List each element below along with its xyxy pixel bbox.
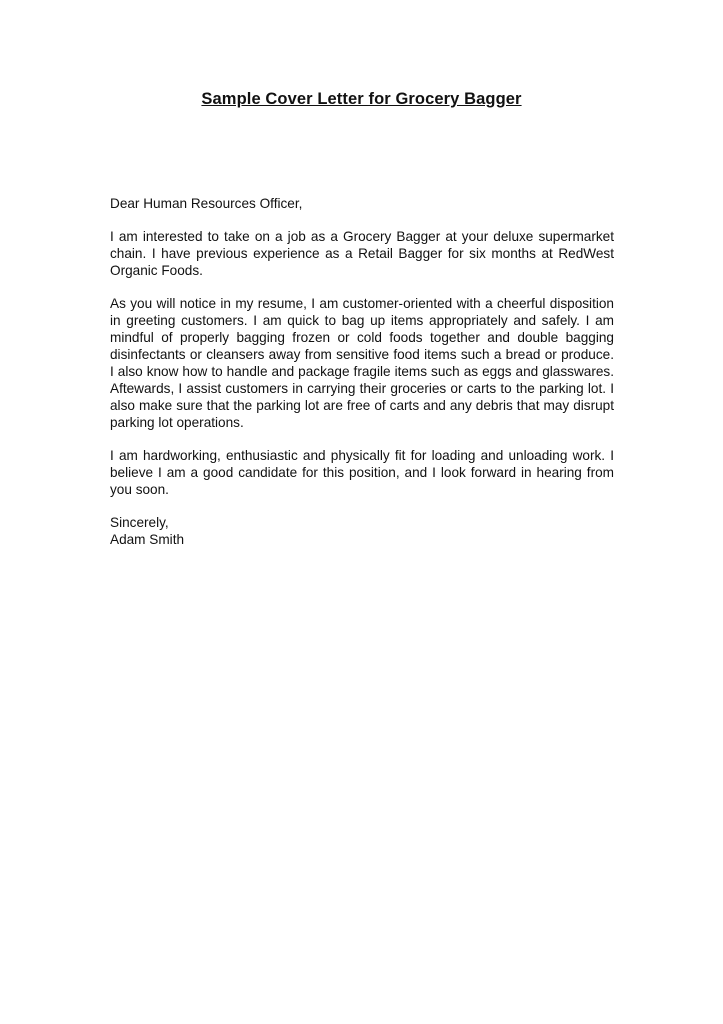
paragraph-conclusion: I am hardworking, enthusiastic and physically fit for loading and unloading work. I believe I am a good candidate for this position, and I look forward in hearing from you soon. xyxy=(110,448,614,497)
letter-title: Sample Cover Letter for Grocery Bagger xyxy=(201,90,522,108)
paragraph-skills: As you will notice in my resume, I am customer-oriented with a cheerful disposition in greeting customers. I am quick to bag up items appropriately and safely. I am mindful of properly bagging frozen or cold foods together and double bagging disinfectants or cleansers away from sensitive food items such a bread or produce. I also know how to handle and package fragile items such as eggs and glasswares. Aftewards, I assist customers in carrying their groceries or carts to the parking lot. I also make sure that the parking lot are free of carts and any debris that may disrupt parking lot operations. xyxy=(110,296,614,430)
salutation: Dear Human Resources Officer, xyxy=(110,196,303,211)
paragraph-intro: I am interested to take on a job as a Grocery Bagger at your deluxe supermarket chain. I have previous experience as a Retail Bagger for six months at RedWest Organic Foods. xyxy=(110,229,614,278)
closing-block xyxy=(110,514,614,548)
signature-name: Adam Smith xyxy=(110,532,185,547)
letter-body xyxy=(110,195,614,564)
closing-phrase: Sincerely, xyxy=(110,515,169,530)
